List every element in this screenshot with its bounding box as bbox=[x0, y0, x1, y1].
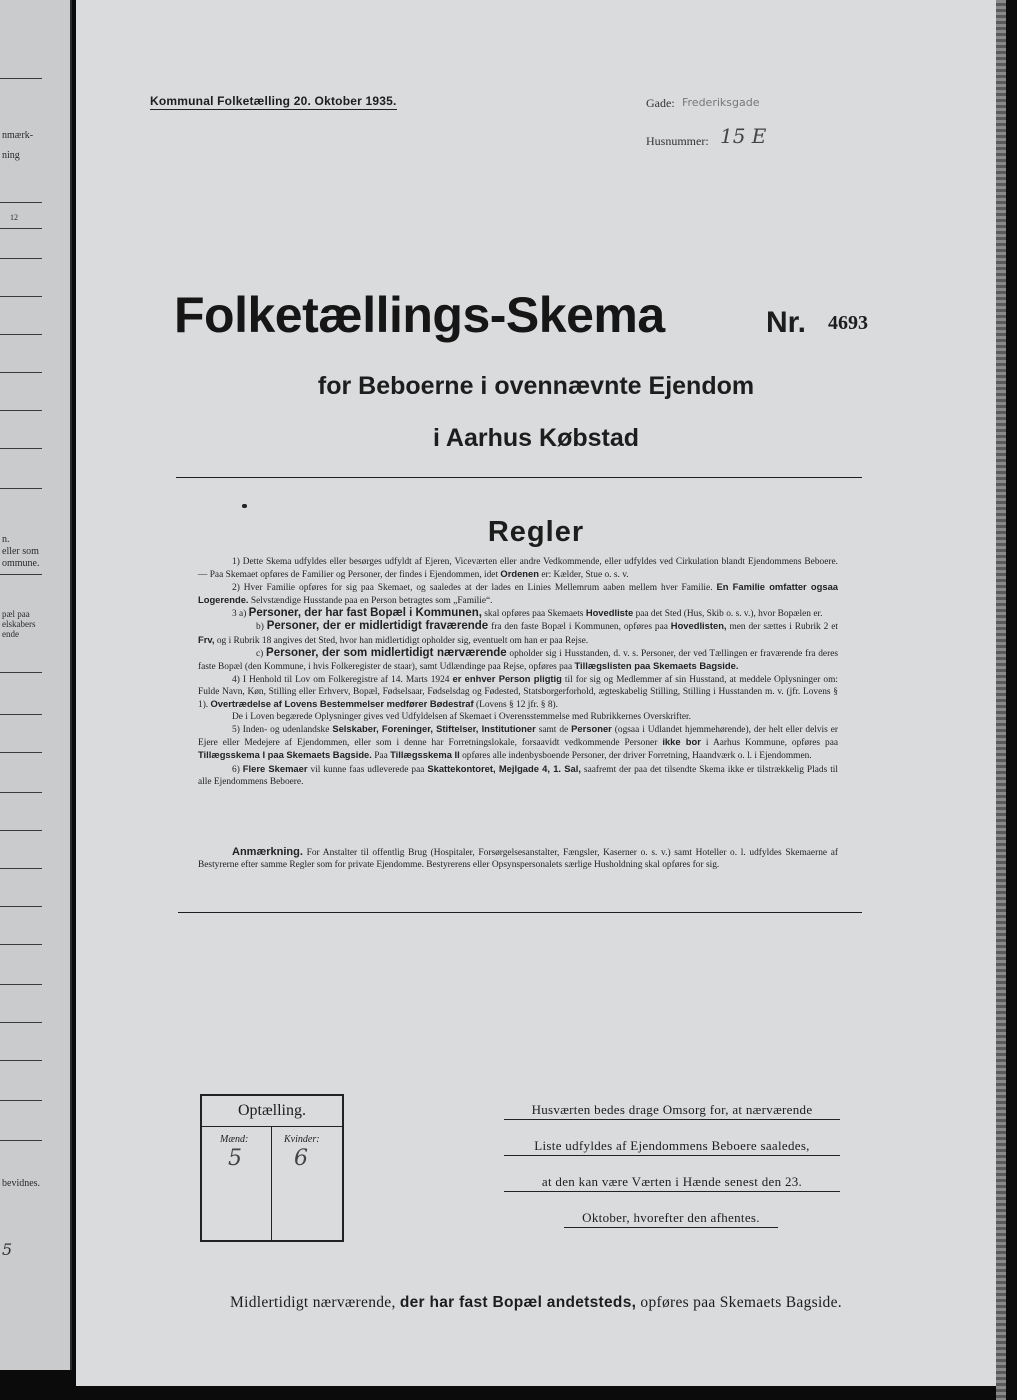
rules-text bbox=[198, 556, 838, 788]
left-text: pæl paa bbox=[2, 609, 30, 619]
form-number-value: 4693 bbox=[828, 312, 868, 334]
left-rule bbox=[0, 488, 42, 489]
notice-line-2: Liste udfyldes af Ejendommens Beboere saaledes, bbox=[504, 1138, 840, 1156]
left-rule bbox=[0, 906, 42, 907]
left-rule bbox=[0, 752, 42, 753]
left-rule bbox=[0, 372, 42, 373]
left-rule bbox=[0, 1140, 42, 1141]
form-location: i Aarhus Købstad bbox=[432, 424, 640, 452]
census-form-page bbox=[76, 0, 1002, 1386]
remark-text: For Anstalter til offentlig Brug (Hospitaler, Forsørgelsesanstalter, Fængsler, Kaserner o. s. v.) samt Hoteller o. l. udfyldes Skemaerne af Bestyrerne efter samme Regler som for private Ejendomme. Bestyrerens eller Opsynspersonalets særlige Husholdning skal opføres for sig. bbox=[198, 848, 839, 871]
left-rule bbox=[0, 672, 42, 673]
notice-line-4: Oktober, hvorefter den afhentes. bbox=[564, 1210, 778, 1228]
left-rule bbox=[0, 78, 42, 79]
left-rule bbox=[0, 410, 42, 411]
ink-dot bbox=[242, 504, 247, 508]
women-label: Kvinder: bbox=[284, 1134, 320, 1145]
left-rule bbox=[0, 792, 42, 793]
rule-3a: 3 a) Personer, der har fast Bopæl i Kommunen, skal opføres paa Skemaets Hovedliste paa det Sted (Hus, Skib o. s. v.), hvor Bopælen er. bbox=[232, 607, 823, 620]
page-edge bbox=[996, 0, 1006, 1400]
left-handwriting: 5 bbox=[2, 1240, 13, 1259]
rule-4: 4) I Henhold til Lov om Folkeregistre af 14. Marts 1924 er enhver Person pligtig til for sig og Medlemmer af sin Husstand, at meddele Oplysninger om: Fulde Navn, Køn, Stilling eller Erhverv, Bopæl, Fødselsaar, Fødselsdag og Fødested, Statsborgerforhold, ægteskabelig Stilling, Stilling i Husstanden m. v. (jfr. Lovens § 1). Overtrædelse af Lovens Bestemmelser medfører Bødestraf (Lovens § 12 jfr. § 8). bbox=[198, 672, 839, 711]
divider bbox=[178, 912, 862, 913]
census-header-line: Kommunal Folketælling 20. Oktober 1935. bbox=[150, 94, 397, 108]
men-count: 5 bbox=[228, 1146, 242, 1171]
rule-4-note: De i Loven begærede Oplysninger gives ved Udfyldelsen af Skemaet i Overensstemmelse med Rubrikkernes Overskrifter. bbox=[232, 712, 691, 723]
count-box-title: Optælling. bbox=[202, 1096, 342, 1127]
house-number-value: 15 E bbox=[720, 124, 767, 148]
left-text: ommune. bbox=[2, 558, 40, 569]
street-label: Gade: bbox=[646, 96, 675, 110]
left-text: bevidnes. bbox=[2, 1178, 41, 1189]
left-rule bbox=[0, 984, 42, 985]
divider bbox=[176, 477, 862, 478]
left-rule bbox=[0, 1060, 42, 1061]
footer-note: Midlertidigt nærværende, der har fast Bopæl andetsteds, opføres paa Skemaets Bagside. bbox=[230, 1294, 842, 1311]
left-text: nmærk- bbox=[2, 130, 34, 141]
left-rule bbox=[0, 574, 42, 575]
left-rule bbox=[0, 1022, 42, 1023]
left-text: n. bbox=[2, 534, 10, 545]
left-rule bbox=[0, 334, 42, 335]
remark-heading: Anmærkning. bbox=[232, 846, 303, 858]
form-title: Folketællings-Skema bbox=[174, 287, 665, 343]
left-rule bbox=[0, 258, 42, 259]
rule-6: 6) Flere Skemaer vil kunne faas udleverede paa Skattekontoret, Mejlgade 4, 1. Sal, saafremt der paa det tilsendte Skema ikke er tilstrækkelig Plads til alle Ejendommens Beboere. bbox=[198, 762, 839, 787]
left-rule bbox=[0, 448, 42, 449]
rule-5: 5) Inden- og udenlandske Selskaber, Foreninger, Stiftelser, Institutioner samt de Personer (ogsaa i Udlandet hjemmehørende), der helt eller delvis er Ejere eller Medejere af Ejendommen, eller som i denne har Forretningslokale, forsaavidt vedkommende Personer ikke bor i Aarhus Kommune, opføres paa Tillægsskema I paa Skemaets Bagside. Paa Tillægsskema II opføres alle indenbysboende Personer, der driver Forretning, Haandværk o. l. i Ejendommen. bbox=[198, 723, 839, 762]
men-label: Mænd: bbox=[220, 1134, 249, 1145]
form-subtitle: for Beboerne i ovennævnte Ejendom bbox=[317, 372, 755, 400]
left-text: 12 bbox=[10, 213, 18, 222]
count-box-divider bbox=[271, 1127, 272, 1240]
left-page-fragment bbox=[0, 0, 72, 1370]
notice-line-1: Husværten bedes drage Omsorg for, at nærværende bbox=[504, 1102, 840, 1120]
left-rule bbox=[0, 296, 42, 297]
left-text: ning bbox=[2, 150, 20, 161]
left-text: ende bbox=[2, 629, 19, 639]
remark-block bbox=[198, 846, 838, 871]
rule-3b: b) Personer, der er midlertidigt fraværende fra den faste Bopæl i Kommunen, opføres paa Hovedlisten, men der sættes i Rubrik 2 et Frv, og i Rubrik 18 angives det Sted, hvor han midlertidigt opholder sig, eventuelt om han er paa Rejse. bbox=[198, 620, 839, 646]
left-rule bbox=[0, 228, 42, 229]
left-rule bbox=[0, 202, 42, 203]
women-count: 6 bbox=[294, 1146, 308, 1171]
left-rule bbox=[0, 1100, 42, 1101]
left-rule bbox=[0, 830, 42, 831]
left-rule bbox=[0, 868, 42, 869]
form-number-label: Nr. bbox=[766, 306, 807, 339]
rule-2: 2) Hver Familie opføres for sig paa Skemaet, og saaledes at der lades en Linies Mellemrum aaben mellem hver Familie. En Familie omfatter ogsaa Logerende. Selvstændige Husstande paa en Person betragtes som „Familie“. bbox=[198, 581, 839, 607]
rules-heading: Regler bbox=[487, 516, 585, 548]
house-number-label: Husnummer: bbox=[646, 134, 709, 148]
street-value: Frederiksgade bbox=[682, 96, 760, 109]
rule-3c: c) Personer, der som midlertidigt nærværende opholder sig i Husstanden, d. v. s. Personer, der ved Tællingen er fraværende fra deres faste Bopæl (den Kommune, i hvis Folkeregister de staar), samt Udlændinge paa Rejse, opføres paa Tillægslisten paa Skemaets Bagside. bbox=[198, 646, 839, 672]
left-text: eller som bbox=[2, 546, 39, 557]
count-box bbox=[200, 1094, 344, 1242]
left-rule bbox=[0, 944, 42, 945]
rule-1: 1) Dette Skema udfyldes eller besørges udfyldt af Ejeren, Viceværten eller andre Vedkommende, eller udfyldes ved Cirkulation blandt Ejendommens Beboere. — Paa Skemaet opføres de Familier og Personer, der findes i Ejendommen, idet Ordenen er: Kælder, Stue o. s. v. bbox=[198, 557, 838, 581]
left-text: elskabers bbox=[2, 619, 36, 629]
left-rule bbox=[0, 714, 42, 715]
notice-line-3: at den kan være Værten i Hænde senest den 23. bbox=[504, 1174, 840, 1192]
